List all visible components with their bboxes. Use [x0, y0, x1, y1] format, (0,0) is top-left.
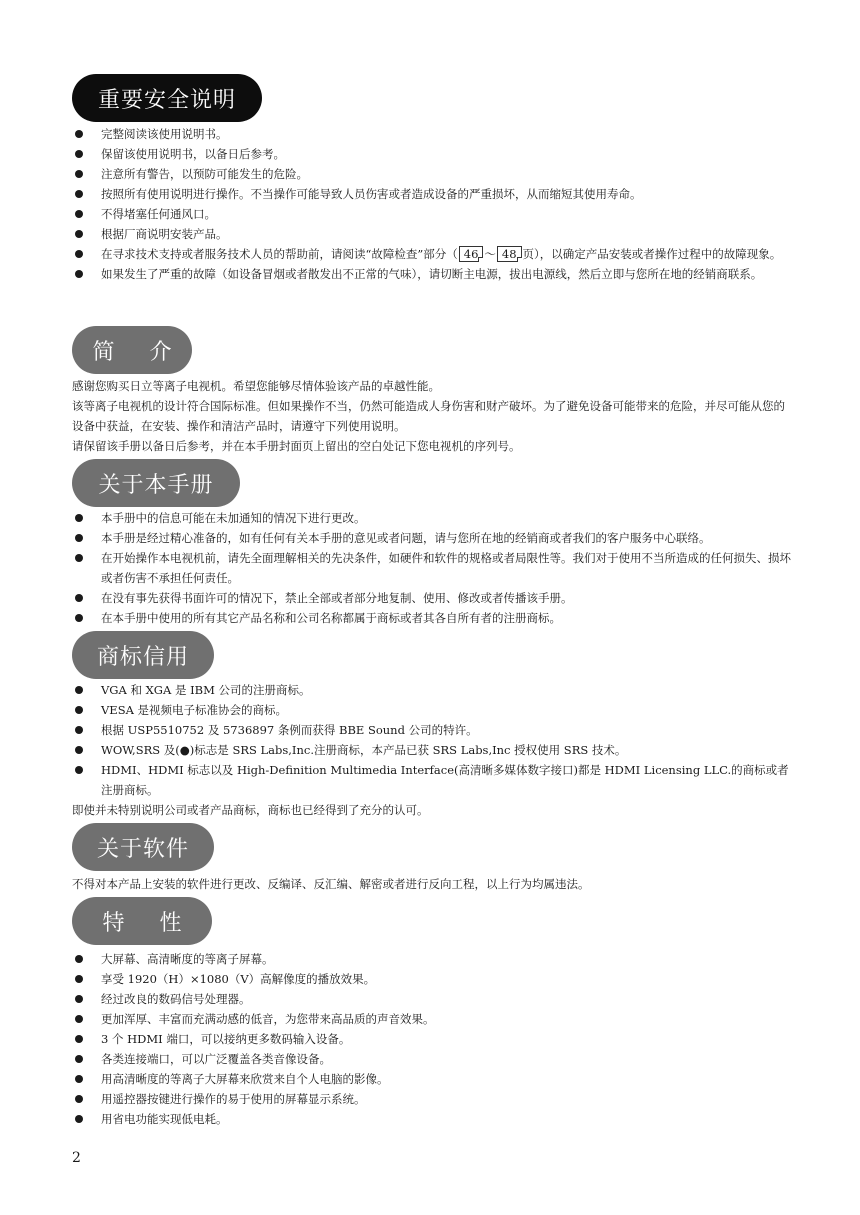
section-header-intro: 简 介 — [72, 326, 192, 374]
list-item: 在本手册中使用的所有其它产品名称和公司名称都属于商标或者其各自所有者的注册商标。 — [72, 608, 792, 628]
bullet-icon — [75, 150, 83, 158]
bullet-icon — [75, 594, 83, 602]
list-item: 根据厂商说明安装产品。 — [72, 224, 792, 244]
bullet-icon — [75, 995, 83, 1003]
bullet-icon — [75, 706, 83, 714]
page-number: 2 — [72, 1150, 81, 1166]
list-item: 用遥控器按键进行操作的易于使用的屏幕显示系统。 — [72, 1089, 792, 1109]
list-item: 在没有事先获得书面许可的情况下，禁止全部或者部分地复制、使用、修改或者传播该手册。 — [72, 588, 792, 608]
section-header-features: 特 性 — [72, 897, 212, 945]
page-ref-46: 46 — [459, 246, 484, 262]
list-item: 根据 USP5510752 及 5736897 条例而获得 BBE Sound 公司的特许。 — [72, 720, 792, 740]
section-header-safety: 重要安全说明 — [72, 74, 262, 122]
list-item: 用省电功能实现低电耗。 — [72, 1109, 792, 1129]
bullet-icon — [75, 210, 83, 218]
software-para: 不得对本产品上安装的软件进行更改、反编译、反汇编、解密或者进行反向工程，以上行为均属违法。 — [72, 877, 590, 891]
list-item: 按照所有使用说明进行操作。不当操作可能导致人员伤害或者造成设备的严重损坏，从而缩短其使用寿命。 — [72, 184, 792, 204]
features-list — [72, 949, 792, 1129]
list-item: 不得堵塞任何通风口。 — [72, 204, 792, 224]
bullet-icon — [75, 746, 83, 754]
bullet-icon — [75, 270, 83, 278]
bullet-icon — [75, 614, 83, 622]
intro-para-2: 该等离子电视机的设计符合国际标准。但如果操作不当，仍然可能造成人身伤害和财产破坏。为了避免设备可能带来的危险，并尽可能从您的设备中获益，在安装、操作和清洁产品时，请遵守下列使用说明。 — [72, 399, 785, 433]
bullet-icon — [75, 1075, 83, 1083]
list-item: 用高清晰度的等离子大屏幕来欣赏来自个人电脑的影像。 — [72, 1069, 792, 1089]
bullet-icon — [75, 230, 83, 238]
trademark-list — [72, 680, 792, 800]
list-item: 大屏幕、高清晰度的等离子屏幕。 — [72, 949, 792, 969]
list-item: WOW,SRS 及(●)标志是 SRS Labs,Inc.注册商标，本产品已获 SRS Labs,Inc 授权使用 SRS 技术。 — [72, 740, 792, 760]
intro-para-1: 感谢您购买日立等离子电视机。希望您能够尽情体验该产品的卓越性能。 — [72, 379, 440, 393]
bullet-icon — [75, 554, 83, 562]
bullet-icon — [75, 170, 83, 178]
page-ref-48: 48 — [497, 246, 522, 262]
list-item: VGA 和 XGA 是 IBM 公司的注册商标。 — [72, 680, 792, 700]
list-item: 本手册中的信息可能在未加通知的情况下进行更改。 — [72, 508, 792, 528]
list-item: 更加浑厚、丰富而充满动感的低音，为您带来高品质的声音效果。 — [72, 1009, 792, 1029]
bullet-icon — [75, 190, 83, 198]
bullet-icon — [75, 250, 83, 258]
bullet-icon — [75, 1095, 83, 1103]
section-header-software: 关于软件 — [72, 823, 214, 871]
list-item: 如果发生了严重的故障（如设备冒烟或者散发出不正常的气味），请切断主电源，拔出电源线，然后立即与您所在地的经销商联系。 — [72, 264, 792, 284]
bullet-icon — [75, 975, 83, 983]
list-item: VESA 是视频电子标准协会的商标。 — [72, 700, 792, 720]
list-item: HDMI、HDMI 标志以及 High-Definition Multimedia Interface(高清晰多媒体数字接口)都是 HDMI Licensing LLC.的商标或者注册商标。 — [72, 760, 792, 800]
bullet-icon — [75, 1055, 83, 1063]
bullet-icon — [75, 686, 83, 694]
bullet-icon — [75, 514, 83, 522]
list-item: 完整阅读该使用说明书。 — [72, 124, 792, 144]
list-item: 注意所有警告，以预防可能发生的危险。 — [72, 164, 792, 184]
list-item: 享受 1920（H）×1080（V）高解像度的播放效果。 — [72, 969, 792, 989]
list-item: 在寻求技术支持或者服务技术人员的帮助前，请阅读“故障检查”部分（ 46 ～ 48 页），以确定产品安装或者操作过程中的故障现象。 — [72, 244, 792, 264]
bullet-icon — [75, 534, 83, 542]
bullet-icon — [75, 1015, 83, 1023]
list-item: 各类连接端口，可以广泛覆盖各类音像设备。 — [72, 1049, 792, 1069]
intro-para-3: 请保留该手册以备日后参考，并在本手册封面页上留出的空白处记下您电视机的序列号。 — [72, 439, 521, 453]
list-item: 经过改良的数码信号处理器。 — [72, 989, 792, 1009]
list-item: 本手册是经过精心准备的，如有任何有关本手册的意见或者问题，请与您所在地的经销商或者我们的客户服务中心联络。 — [72, 528, 792, 548]
list-item: 在开始操作本电视机前，请先全面理解相关的先决条件，如硬件和软件的规格或者局限性等。我们对于使用不当所造成的任何损失、损坏或者伤害不承担任何责任。 — [72, 548, 792, 588]
bullet-icon — [75, 726, 83, 734]
bullet-icon — [75, 955, 83, 963]
list-item: 保留该使用说明书，以备日后参考。 — [72, 144, 792, 164]
section-header-trademark: 商标信用 — [72, 631, 214, 679]
list-item: 3 个 HDMI 端口，可以接纳更多数码输入设备。 — [72, 1029, 792, 1049]
section-header-manual: 关于本手册 — [72, 459, 240, 507]
bullet-icon — [75, 766, 83, 774]
bullet-icon — [75, 1035, 83, 1043]
bullet-icon — [75, 1115, 83, 1123]
manual-list — [72, 508, 792, 628]
safety-list — [72, 124, 792, 284]
trademark-note: 即使并未特别说明公司或者产品商标，商标也已经得到了充分的认可。 — [72, 803, 429, 817]
bullet-icon — [75, 130, 83, 138]
